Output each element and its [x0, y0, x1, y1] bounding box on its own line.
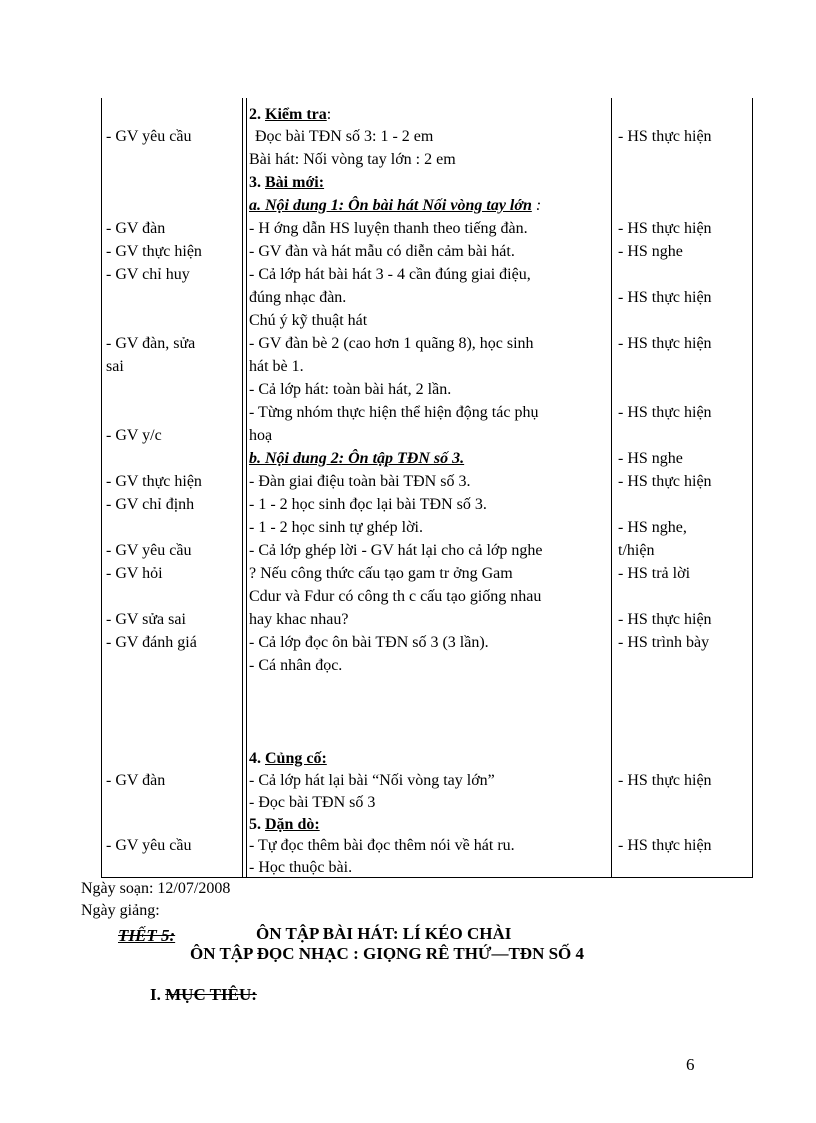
student-activity: - HS trả lời: [618, 565, 691, 582]
section-kiem-tra: [249, 104, 331, 126]
section-number: 3.: [249, 174, 261, 191]
nd2-line-6: Cdur và Fdur có công th c cấu tạo giống nhau: [249, 588, 542, 605]
student-activity: - HS thực hiện: [618, 220, 712, 237]
nd1-line-6: - GV đàn bè 2 (cao hơn 1 quãng 8), học sinh: [249, 335, 534, 352]
teacher-activity: - GV đàn: [106, 220, 166, 237]
teacher-activity: - GV chỉ định: [106, 496, 195, 513]
page-number: 6: [686, 1055, 695, 1074]
student-activity: - HS thực hiện: [618, 128, 712, 145]
nd2-line-8: - Cả lớp đọc ôn bài TĐN số 3 (3 lần).: [249, 634, 489, 651]
cc-line-1: - Cả lớp hát lại bài “Nối vòng tay lớn”: [249, 772, 495, 789]
teacher-activity: - GV yêu cầu: [106, 128, 192, 145]
nd1-heading: [249, 195, 541, 217]
teacher-activity: - GV yêu cầu: [106, 542, 192, 559]
nd1-line-1: - H ớng dẫn HS luyện thanh theo tiếng đàn.: [249, 220, 528, 237]
teacher-activity: - GV đàn, sửa: [106, 335, 196, 352]
kt-line-1: Đọc bài TĐN số 3: 1 - 2 em: [255, 128, 434, 145]
colon: :: [326, 106, 332, 123]
cc-line-2: - Đọc bài TĐN số 3: [249, 794, 376, 811]
nd1-line-8: - Cả lớp hát: toàn bài hát, 2 lần.: [249, 381, 452, 398]
section-number: 5.: [249, 816, 261, 833]
student-activity: - HS thực hiện: [618, 611, 712, 628]
teacher-activity: - GV đánh giá: [106, 634, 197, 651]
student-activity: - HS thực hiện: [618, 473, 712, 490]
prep-date: Ngày soạn: 12/07/2008: [81, 880, 231, 897]
section-title: Củng cố:: [265, 750, 327, 767]
section-bai-moi: [249, 172, 324, 194]
nd1-line-3: - Cả lớp hát bài hát 3 - 4 cần đúng giai điệu,: [249, 266, 531, 283]
student-activity: t/hiện: [618, 542, 655, 559]
nd1-line-7: hát bè 1.: [249, 358, 304, 375]
nd1-line-4: đúng nhạc đàn.: [249, 289, 347, 306]
student-activity: - HS thực hiện: [618, 404, 712, 421]
section-title: MỤC TIÊU:: [165, 985, 257, 1004]
teacher-activity: - GV hỏi: [106, 565, 163, 582]
student-activity: - HS trình bày: [618, 634, 710, 651]
teach-date: Ngày giảng:: [81, 902, 160, 919]
dd-line-1: - Tự đọc thêm bài đọc thêm nói về hát ru.: [249, 837, 515, 854]
column-divider-left: [242, 98, 243, 877]
teacher-activity: - GV yêu cầu: [106, 837, 192, 854]
nd1-line-5: Chú ý kỹ thuật hát: [249, 312, 368, 329]
nd2-line-1: - Đàn giai điệu toàn bài TĐN số 3.: [249, 473, 471, 490]
column-divider-left-inner: [246, 98, 247, 877]
nd2-line-7: hay khac nhau?: [249, 611, 349, 628]
nd2-heading: b. Nội dung 2: Ôn tập TĐN số 3.: [249, 450, 465, 467]
student-activity: - HS nghe,: [618, 519, 687, 536]
teacher-activity: sai: [106, 358, 124, 375]
student-activity: - HS thực hiện: [618, 335, 712, 352]
dd-line-2: - Học thuộc bài.: [249, 859, 353, 876]
teacher-activity: - GV thực hiện: [106, 243, 202, 260]
column-divider-right: [611, 98, 612, 877]
section-title: Kiểm tra: [265, 106, 327, 123]
nd2-line-2: - 1 - 2 học sinh đọc lại bài TĐN số 3.: [249, 496, 487, 513]
student-activity: - HS nghe: [618, 243, 683, 260]
teacher-activity: - GV đàn: [106, 772, 166, 789]
section-title: Bài mới:: [265, 174, 325, 191]
teacher-activity: - GV chỉ huy: [106, 266, 190, 283]
nd2-line-4: - Cả lớp ghép lời - GV hát lại cho cả lớp nghe: [249, 542, 543, 559]
student-activity: - HS thực hiện: [618, 772, 712, 789]
section-objectives: [150, 985, 257, 1005]
lesson-title-1: ÔN TẬP BÀI HÁT: LÍ KÉO CHÀI: [256, 924, 512, 943]
nd2-line-3: - 1 - 2 học sinh tự ghép lời.: [249, 519, 423, 536]
nd2-line-5: ? Nếu công thức cấu tạo gam tr ởng Gam: [249, 565, 513, 582]
section-title: Dặn dò:: [265, 816, 320, 833]
section-cung-co: [249, 748, 327, 770]
nd1-title: a. Nội dung 1: Ôn bài hát Nối vòng tay lớn: [249, 197, 532, 214]
section-number: 2.: [249, 106, 261, 123]
student-activity: - HS nghe: [618, 450, 683, 467]
student-activity: - HS thực hiện: [618, 837, 712, 854]
teacher-activity: - GV y/c: [106, 427, 162, 444]
student-activity: - HS thực hiện: [618, 289, 712, 306]
section-dan-do: [249, 814, 320, 836]
lesson-title-2: ÔN TẬP ĐỌC NHẠC : GIỌNG RÊ THỨ—TĐN SỐ 4: [190, 944, 585, 963]
colon: :: [531, 197, 542, 214]
section-number: I.: [150, 985, 161, 1004]
nd1-line-10: hoạ: [249, 427, 273, 444]
kt-line-2: Bài hát: Nối vòng tay lớn : 2 em: [249, 151, 456, 168]
nd1-line-9: - Từng nhóm thực hiện thể hiện động tác phụ: [249, 404, 539, 421]
teacher-activity: - GV thực hiện: [106, 473, 202, 490]
teacher-activity: - GV sửa sai: [106, 611, 186, 628]
nd2-line-9: - Cá nhân đọc.: [249, 657, 343, 674]
nd1-line-2: - GV đàn và hát mẫu có diễn cảm bài hát.: [249, 243, 515, 260]
lesson-number: TIẾT 5:: [118, 926, 176, 945]
section-number: 4.: [249, 750, 261, 767]
